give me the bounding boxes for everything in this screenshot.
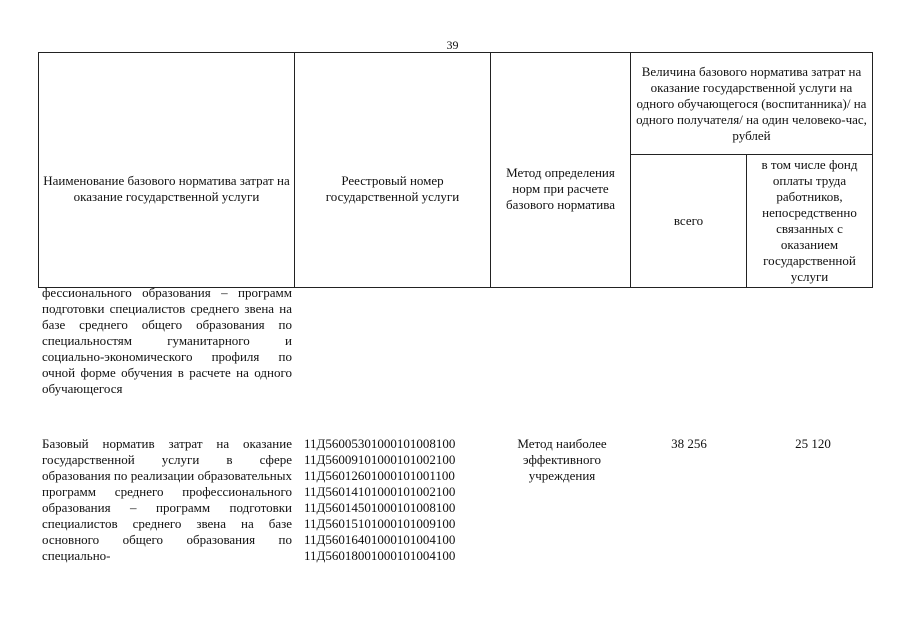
registry-code: 11Д56005301000101008100 xyxy=(304,436,456,451)
row-name: Базовый норматив затрат на оказание государственной услуги в сфере образования по реализации образовательных программ среднего профессионального образования – программ подготовки специалистов среднего звена на базе основного общего образования по специально- xyxy=(42,436,292,563)
registry-codes xyxy=(304,436,490,564)
header-col-fund: в том числе фонд оплаты труда работников, непосредственно связанных с оказанием государственной услуги xyxy=(747,155,873,288)
row-method: Метод наиболее эффективного учреждения xyxy=(517,436,607,483)
registry-code: 11Д56012601000101001100 xyxy=(304,468,455,483)
page-number: 39 xyxy=(446,38,459,52)
header-col-name: Наименование базового норматива затрат на оказание государственной услуги xyxy=(39,53,295,288)
registry-code: 11Д56014501000101008100 xyxy=(304,500,456,515)
row-fund: 25 120 xyxy=(795,436,831,451)
registry-code: 11Д56014101000101002100 xyxy=(304,484,456,499)
registry-code: 11Д56009101000101002100 xyxy=(304,452,456,467)
header-col-value: Величина базового норматива затрат на оказание государственной услуги на одного обучающегося (воспитанника)/ на одного получателя/ на один человеко-час, рублей xyxy=(631,53,873,155)
header-col-method: Метод определения норм при расчете базового норматива xyxy=(491,53,631,288)
registry-code: 11Д56016401000101004100 xyxy=(304,532,456,547)
registry-code: 11Д56015101000101009100 xyxy=(304,516,456,531)
continued-name-text: фессионального образования – программ подготовки специалистов среднего звена на базе среднего общего образования по специальностям гуманитарного и социально-экономического профиля по очной форме обучения в расчете на одного обучающегося xyxy=(42,285,292,396)
header-col-total: всего xyxy=(631,155,747,288)
registry-code: 11Д56018001000101004100 xyxy=(304,548,456,563)
header-col-registry: Реестровый номер государственной услуги xyxy=(295,53,491,288)
row-total: 38 256 xyxy=(671,436,707,451)
table-header xyxy=(38,52,873,288)
